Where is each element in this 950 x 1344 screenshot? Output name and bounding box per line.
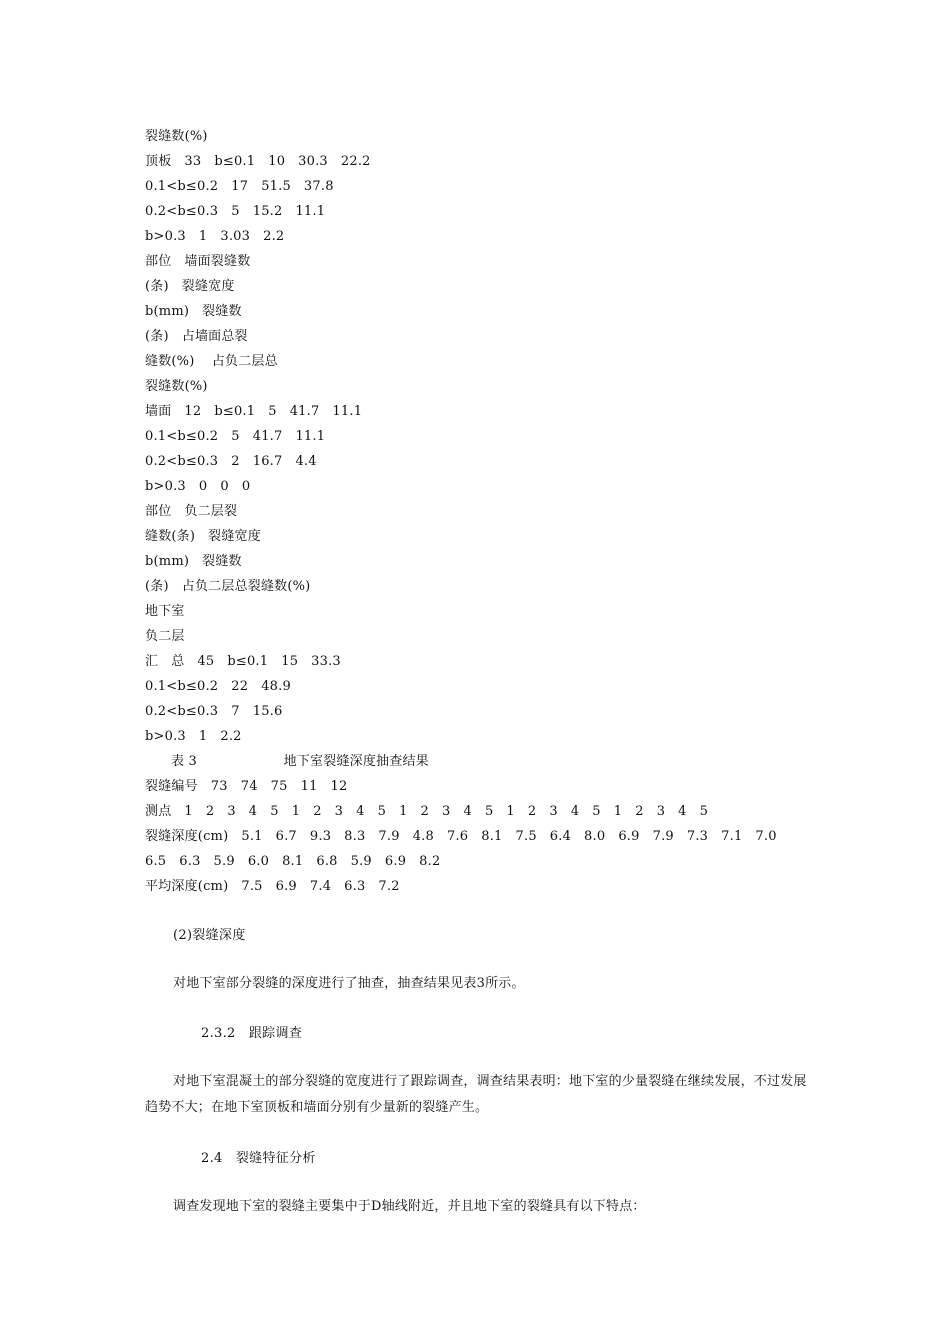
table-line: 部位 墙面裂缝数 — [145, 254, 251, 269]
table-line: 裂缝深度(cm) 5.1 6.7 9.3 8.3 7.9 4.8 7.6 8.1 7.5 6.4 8.0 6.9 7.9 7.3 7.1 7.0 — [145, 829, 777, 844]
table-line: 0.1<b≤0.2 22 48.9 — [145, 679, 291, 694]
table-line: b>0.3 1 3.03 2.2 — [145, 229, 285, 244]
table-line: 平均深度(cm) 7.5 6.9 7.4 6.3 7.2 — [145, 879, 400, 894]
table-line: 地下室 — [145, 604, 185, 619]
table-line: (条) 占负二层总裂缝数(%) — [145, 579, 311, 594]
table-line: 0.2<b≤0.3 2 16.7 4.4 — [145, 454, 317, 469]
paragraph-depth: 对地下室部分裂缝的深度进行了抽查，抽查结果见表3所示。 — [173, 976, 525, 991]
section-heading-2-4: 2.4 裂缝特征分析 — [201, 1151, 316, 1166]
table-line: 裂缝编号 73 74 75 11 12 — [145, 779, 348, 794]
table-line: 0.1<b≤0.2 17 51.5 37.8 — [145, 179, 334, 194]
section-heading-crack-depth: (2)裂缝深度 — [173, 928, 246, 943]
table-line: 顶板 33 b≤0.1 10 30.3 22.2 — [145, 154, 371, 169]
paragraph-features: 调查发现地下室的裂缝主要集中于D轴线附近，并且地下室的裂缝具有以下特点： — [173, 1199, 646, 1214]
table-line: 裂缝数(%) — [145, 129, 208, 144]
table-line: 0.2<b≤0.3 7 15.6 — [145, 704, 283, 719]
table-line: 0.2<b≤0.3 5 15.2 11.1 — [145, 204, 326, 219]
paragraph-tracking: 对地下室混凝土的部分裂缝的宽度进行了跟踪调查，调查结果表明：地下室的少量裂缝在继续发展，不过发展趋势不大；在地下室顶板和墙面分别有少量新的裂缝产生。 — [145, 1074, 807, 1115]
table-line: 0.1<b≤0.2 5 41.7 11.1 — [145, 429, 326, 444]
table-line: b(mm) 裂缝数 — [145, 554, 242, 569]
table-line: 负二层 — [145, 629, 185, 644]
table-line: 缝数(条) 裂缝宽度 — [145, 529, 261, 544]
table-line: 6.5 6.3 5.9 6.0 8.1 6.8 5.9 6.9 8.2 — [145, 854, 441, 869]
table-line: (条) 裂缝宽度 — [145, 279, 235, 294]
table-line: (条) 占墙面总裂 — [145, 329, 248, 344]
table-line: 汇 总 45 b≤0.1 15 33.3 — [145, 654, 341, 669]
table-caption: 表 3 地下室裂缝深度抽查结果 — [145, 754, 429, 769]
table-line: b(mm) 裂缝数 — [145, 304, 242, 319]
section-heading-2-3-2: 2.3.2 跟踪调查 — [201, 1026, 303, 1041]
table-line: 墙面 12 b≤0.1 5 41.7 11.1 — [145, 404, 363, 419]
table-line: b>0.3 1 2.2 — [145, 729, 242, 744]
table-line: 裂缝数(%) — [145, 379, 208, 394]
table-line: 部位 负二层裂 — [145, 504, 238, 519]
table-line: 测点 1 2 3 4 5 1 2 3 4 5 1 2 3 4 5 1 2 3 4 5 1 2 3 4 5 — [145, 804, 709, 819]
table-line: 缝数(%) 占负二层总 — [145, 354, 278, 369]
table-line: b>0.3 0 0 0 — [145, 479, 251, 494]
